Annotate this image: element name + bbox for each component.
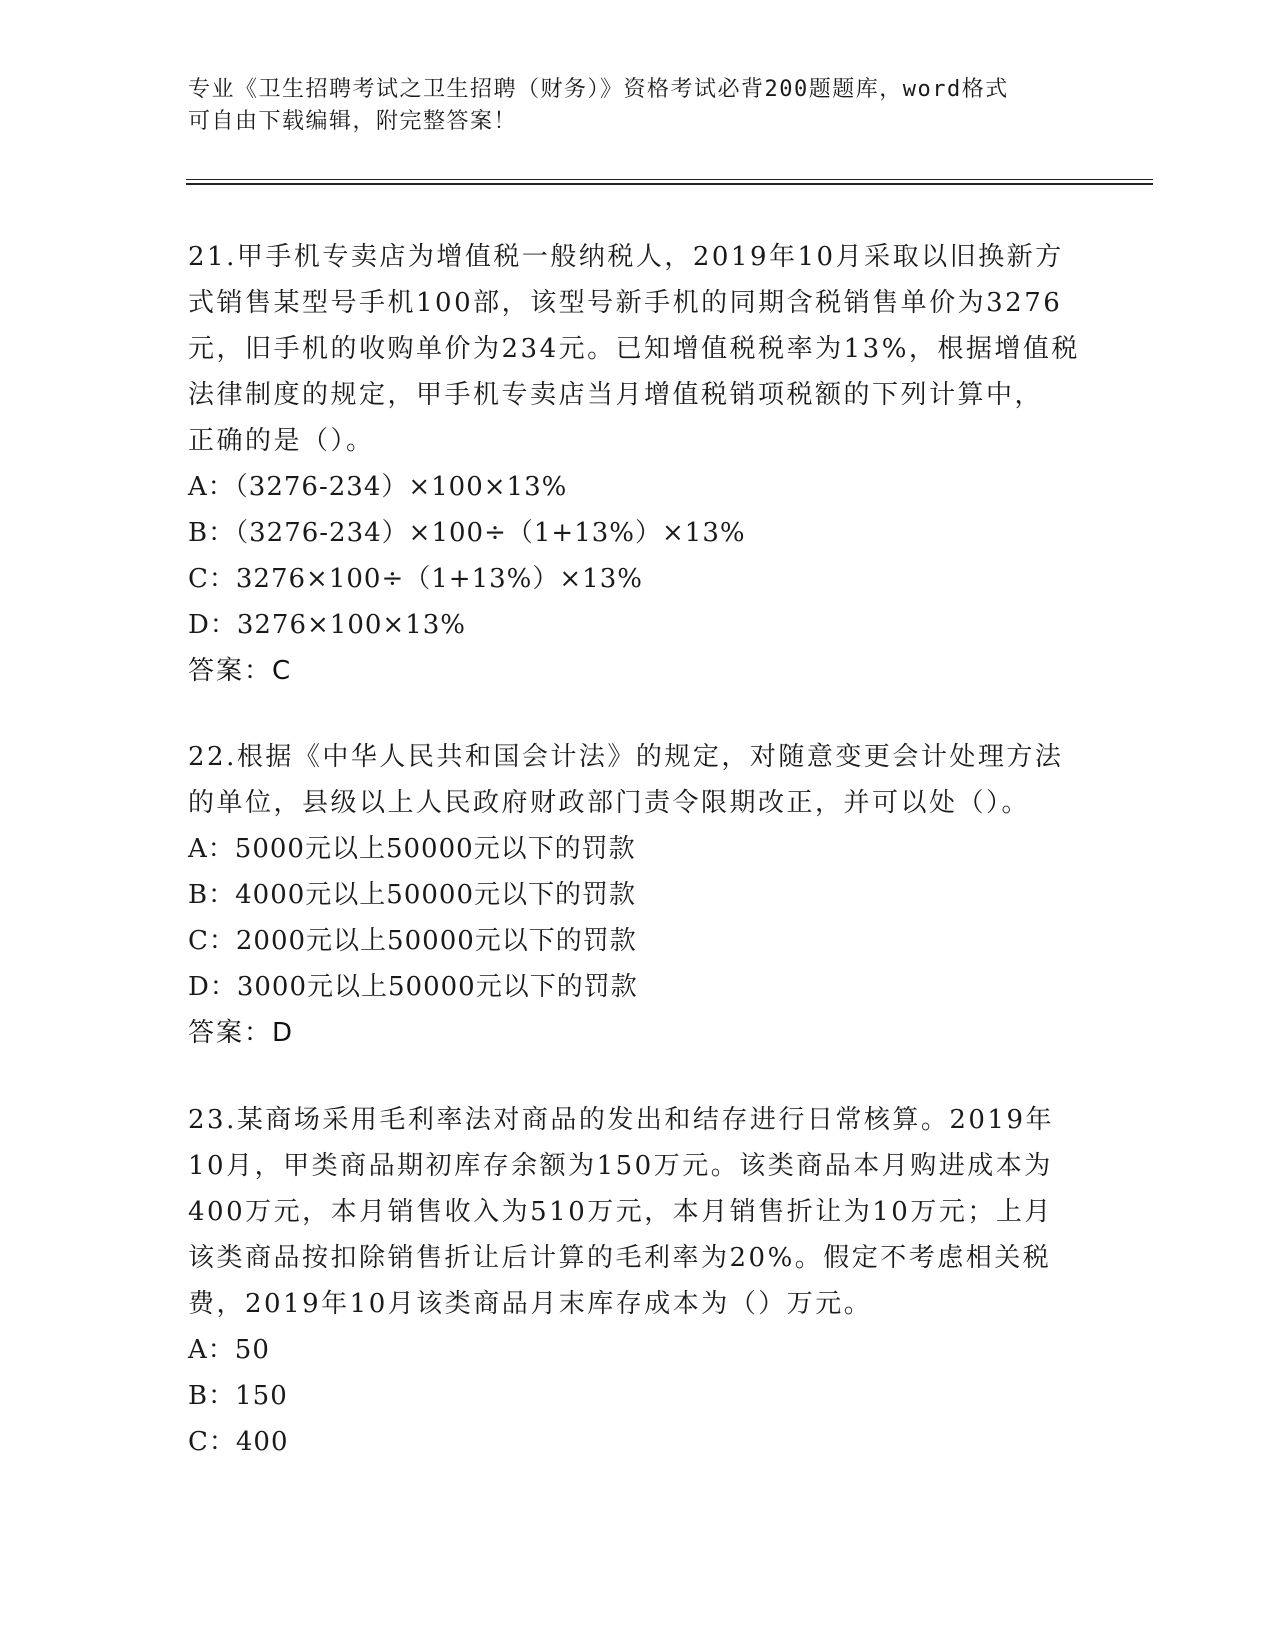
header-title-line-1: 专业《卫生招聘考试之卫生招聘（财务）》资格考试必背200题题库，word格式 <box>188 77 1009 102</box>
header-title-line-2: 可自由下载编辑，附完整答案！ <box>188 109 518 134</box>
question-21 <box>188 234 1088 694</box>
answer-key: 答案：D <box>188 1018 295 1048</box>
question-text-line: 22.根据《中华人民共和国会计法》的规定，对随意变更会计处理方法 <box>188 742 1064 772</box>
option-a: A：50 <box>188 1335 270 1365</box>
header-divider-thin <box>186 179 1153 180</box>
question-text-line: 该类商品按扣除销售折让后计算的毛利率为20%。假定不考虑相关税 <box>188 1243 1052 1273</box>
question-text-line: 法律制度的规定，甲手机专卖店当月增值税销项税额的下列计算中， <box>188 380 1044 410</box>
question-text-line: 10月，甲类商品期初库存余额为150万元。该类商品本月购进成本为 <box>188 1151 1053 1181</box>
option-c: C：2000元以上50000元以下的罚款 <box>188 926 637 956</box>
option-a: A：（3276-234）×100×13% <box>188 472 568 502</box>
option-b: B：4000元以上50000元以下的罚款 <box>188 880 636 910</box>
question-22 <box>188 734 1088 1056</box>
question-23 <box>188 1097 1088 1465</box>
option-b: B：（3276-234）×100÷（1+13%）×13% <box>188 518 746 548</box>
option-d: D：3000元以上50000元以下的罚款 <box>188 972 638 1002</box>
question-text-line: 400万元，本月销售收入为510万元，本月销售折让为10万元；上月 <box>188 1197 1053 1227</box>
option-d: D：3276×100×13% <box>188 610 466 640</box>
question-text-line: 正确的是（）。 <box>188 426 375 456</box>
option-a: A：5000元以上50000元以下的罚款 <box>188 834 636 864</box>
option-c: C：3276×100÷（1+13%）×13% <box>188 564 643 594</box>
question-text-line: 的单位，县级以上人民政府财政部门责令限期改正，并可以处（）。 <box>188 788 1031 818</box>
answer-key: 答案：C <box>188 656 293 686</box>
question-text-line: 23.某商场采用毛利率法对商品的发出和结存进行日常核算。2019年 <box>188 1105 1055 1135</box>
option-b: B：150 <box>188 1381 288 1411</box>
question-text-line: 元，旧手机的收购单价为234元。已知增值税税率为13%，根据增值税 <box>188 334 1080 364</box>
question-text-line: 21.甲手机专卖店为增值税一般纳税人，2019年10月采取以旧换新方 <box>188 242 1064 272</box>
option-c: C：400 <box>188 1427 289 1457</box>
question-text-line: 费，2019年10月该类商品月末库存成本为（）万元。 <box>188 1289 873 1319</box>
header-divider-thick <box>186 183 1153 185</box>
question-text-line: 式销售某型号手机100部，该型号新手机的同期含税销售单价为3276 <box>188 288 1063 318</box>
document-header <box>188 74 1068 138</box>
